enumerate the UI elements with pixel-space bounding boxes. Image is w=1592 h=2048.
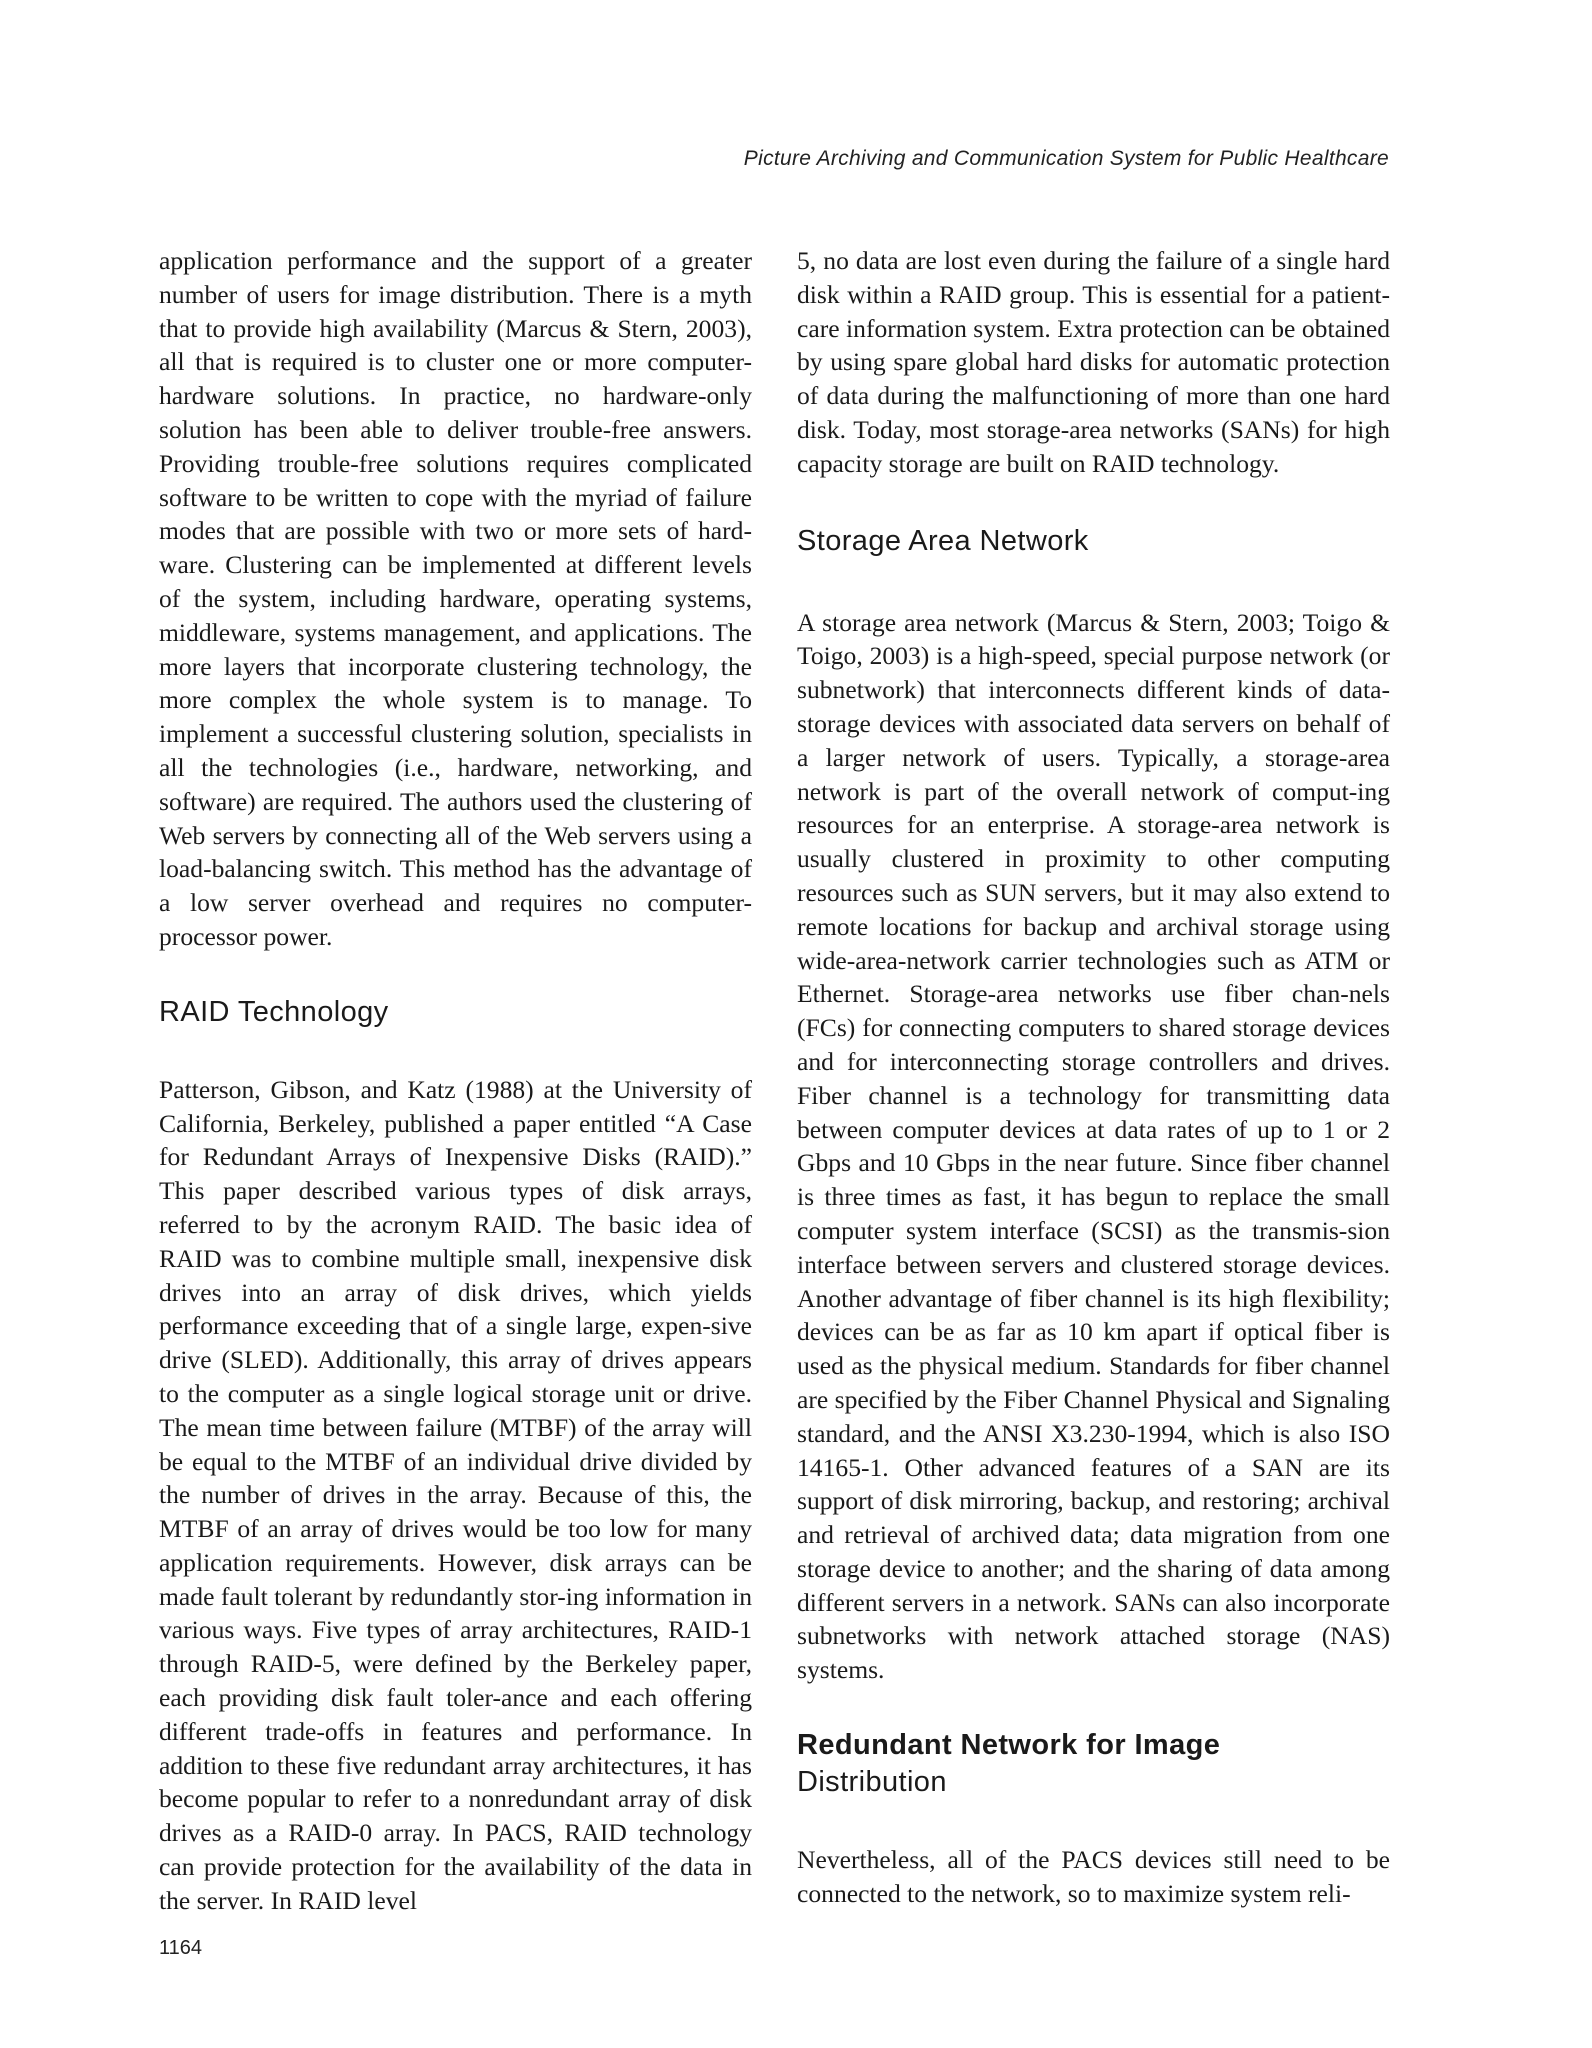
heading-raid-technology: RAID Technology bbox=[159, 995, 389, 1028]
paragraph-redundant-network: Nevertheless, all of the PACS devices still need to be connected to the network, so to maximize system reli- bbox=[797, 1845, 1390, 1908]
paragraph-raid: Patterson, Gibson, and Katz (1988) at the University of California, Berkeley, published a paper entitled “A Case for Redundant Arrays of Inexpensive Disks (RAID).” This paper described various types of disk arrays, referred to by the acronym RAID. The basic idea of RAID was to combine multiple small, inexpensive disk drives into an array of disk drives, which yields performance exceeding that of a single large, expen-sive drive (SLED). Additionally, this array of drives appears to the computer as a single logical storage unit or drive. The mean time between failure (MTBF) of the array will be equal to the MTBF of an individual drive divided by the number of drives in the array. Because of this, the MTBF of an array of drives would be too low for many application requirements. However, disk arrays can be made fault tolerant by redundantly stor-ing information in various ways. Five types of array architectures, RAID-1 through RAID-5, were defined by the Berkeley paper, each providing disk fault toler-ance and each offering different trade-offs in features and performance. In addition to these five redundant array architectures, it has become popular to refer to a nonredundant array of disk drives as a RAID-0 array. In PACS, RAID technology can provide protection for the availability of the data in the server. In RAID level bbox=[159, 1074, 752, 1915]
heading-redundant-network bbox=[797, 1727, 1390, 1801]
paragraph-clustering: application performance and the support of a greater number of users for image distribution. There is a myth that to provide high availability (Marcus & Stern, 2003), all that is required is to cluster one or more computer-hardware solutions. In practice, no hardware-only solution has been able to deliver trouble-free answers. Providing trouble-free solutions requires complicated software to be written to cope with the myriad of failure modes that are possible with two or more sets of hard-ware. Clustering can be implemented at different levels of the system, including hardware, operating systems, middleware, systems management, and applications. The more layers that incorporate clustering technology, the more complex the whole system is to manage. To implement a successful clustering solution, specialists in all the technologies (i.e., hardware, networking, and software) are required. The authors used the clustering of Web servers by connecting all of the Web servers using a load-balancing switch. This method has the advantage of a low server overhead and requires no computer-processor power. bbox=[159, 246, 752, 951]
heading-redundant-network-rest: Distribution bbox=[797, 1766, 947, 1799]
heading-storage-area-network: Storage Area Network bbox=[797, 524, 1089, 557]
paragraph-raid-continued: 5, no data are lost even during the failure of a single hard disk within a RAID group. This is essential for a patient-care information system. Extra protection can be obtained by using spare global hard disks for automatic protection of data during the malfunctioning of more than one hard disk. Today, most storage-area networks (SANs) for high capacity storage are built on RAID technology. bbox=[797, 246, 1390, 478]
right-column bbox=[797, 244, 1390, 1911]
paragraph-san: A storage area network (Marcus & Stern, 2003; Toigo & Toigo, 2003) is a high-speed, special purpose network (or subnetwork) that interconnects different kinds of data-storage devices with associated data servers on behalf of a larger network of users. Typically, a storage-area network is part of the overall network of comput-ing resources for an enterprise. A storage-area network is usually clustered in proximity to other computing resources such as SUN servers, but it may also extend to remote locations for backup and archival storage using wide-area-network carrier technologies such as ATM or Ethernet. Storage-area networks use fiber chan-nels (FCs) for connecting computers to shared storage devices and for interconnecting storage controllers and drives. Fiber channel is a technology for transmitting data between computer devices at data rates of up to 1 or 2 Gbps and 10 Gbps in the near future. Since fiber channel is three times as fast, it has begun to replace the small computer system interface (SCSI) as the transmis-sion interface between servers and clustered storage devices. Another advantage of fiber channel is its high flexibility; devices can be as far as 10 km apart if optical fiber is used as the physical medium. Standards for fiber channel are specified by the Fiber Channel Physical and Signaling standard, and the ANSI X3.230-1994, which is also ISO 14165-1. Other advanced features of a SAN are its support of disk mirroring, backup, and restoring; archival and retrieval of archived data; data migration from one storage device to another; and the sharing of data among different servers in a network. SANs can also incorporate subnetworks with network attached storage (NAS) systems. bbox=[797, 607, 1390, 1685]
page-number: 1164 bbox=[159, 1937, 203, 1959]
heading-redundant-network-bold: Redundant Network for Image bbox=[797, 1729, 1221, 1762]
running-header: Picture Archiving and Communication System for Public Healthcare bbox=[743, 147, 1389, 170]
left-column bbox=[159, 244, 752, 1918]
